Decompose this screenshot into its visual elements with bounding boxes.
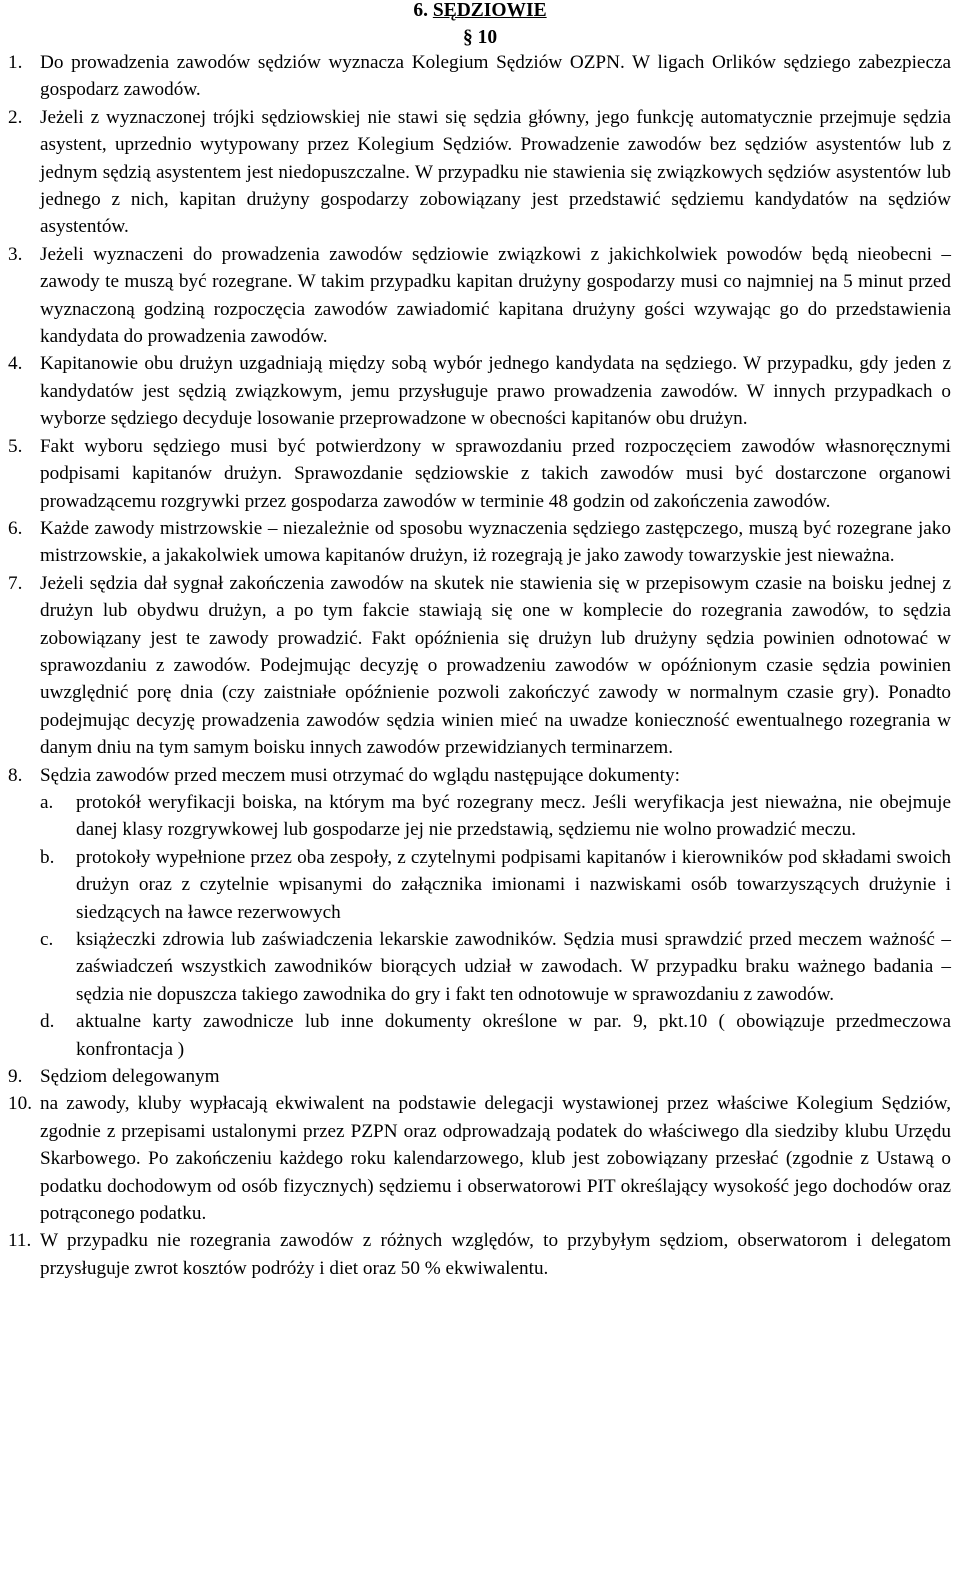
item-text: Każde zawody mistrzowskie – niezależnie od sposobu wyznaczenia sędziego zastępczego, muszą być rozegrane jako mistrzowskie, a jakakolwiek umowa kapitanów drużyn, iż rozegrają je jako zawody towarzyskie jest nieważna.: [40, 517, 951, 567]
item-number: 9.: [8, 1066, 23, 1088]
list-item-3: [0, 241, 951, 351]
item-text: W przypadku nie rozegrania zawodów z różnych względów, to przybyłym sędziom, obserwatorom i delegatom przysługuje zwrot kosztów podróży i diet oraz 50 % ekwiwalentu.: [40, 1230, 951, 1279]
item-text: Sędziom delegowanym: [40, 1066, 220, 1088]
item-number: 11.: [8, 1230, 32, 1252]
rules-list: [0, 49, 960, 1282]
paragraph-number: § 10: [462, 27, 498, 48]
item-number: 5.: [8, 435, 23, 457]
item-number: 7.: [8, 572, 23, 594]
sub-item-c: [0, 926, 951, 1008]
item-text: Jeżeli sędzia dał sygnał zakończenia zawodów na skutek nie stawienia się w przepisowym czasie na boisku jednej z drużyn lub obydwu drużyn, a po tym fakcie stawiają się one w komplecie do rozegrania zawodów, to sędzia zobowiązany jest te zawody prowadzić. Fakt opóźnienia się drużyn lub drużyny sędzia powinien odnotować w sprawozdaniu z zawodów. Podejmując decyzję o prowadzeniu zawodów w opóźnionym czasie sędzia powinien uwzględnić porę dnia (czy zaistniałe opóźnienie pozwoli zakończyć zawody w normalnym czasie gry). Ponadto podejmując decyzję prowadzenia zawodów sędzia winien mieć na uwadze konieczność ewentualnego rozegrania w danym dniu na tym samym boisku innych zawodów przewidzianych terminarzem.: [40, 572, 951, 759]
item-number: 4.: [8, 353, 23, 375]
item-number: 2.: [8, 106, 23, 128]
sub-item-text: protokół weryfikacji boiska, na którym ma być rozegrany mecz. Jeśli weryfikacja jest nieważna, nie obejmuje danej klasy rozgrywkowej lub gospodarze jej nie przedstawią, sędziemu nie wolno prowadzić meczu.: [76, 791, 951, 841]
list-item-1: [0, 49, 951, 104]
sub-item-d: [0, 1008, 951, 1063]
item-text: Jeżeli z wyznaczonej trójki sędziowskiej nie stawi się sędzia główny, jego funkcję automatycznie przejmuje sędzia asystent, uprzednio wytypowany przez Kolegium Sędziów. Prowadzenie zawodów bez sędziów asystentów lub z jednym sędzią asystentem jest niedopuszczalne. W przypadku nie stawienia się związkowych sędziów asystentów lub jednego z nich, kapitan drużyny gospodarzy zobowiązany jest przedstawić sędziemu kandydatów na sędziów asystentów.: [40, 106, 951, 238]
list-item-6: [0, 515, 951, 570]
sub-item-letter: a.: [40, 791, 54, 813]
item-number: 1.: [8, 52, 23, 73]
sub-item-text: aktualne karty zawodnicze lub inne dokumenty określone w par. 9, pkt.10 ( obowiązuje przedmeczowa konfrontacja ): [76, 1011, 951, 1060]
sub-item-letter: c.: [40, 929, 54, 950]
item-text: Jeżeli wyznaczeni do prowadzenia zawodów sędziowie związkowi z jakichkolwiek powodów będą nieobecni – zawody te muszą być rozegrane. W takim przypadku kapitan drużyny gospodarzy musi co najmniej na 5 minut przed wyznaczoną godziną rozpoczęcia zawodów zawiadomić kapitana drużyny gości wzywając go do przedstawienia kandydata do prowadzenia zawodów.: [40, 243, 951, 348]
section-title: SĘDZIOWIE: [432, 0, 547, 21]
item-text: Fakt wyboru sędziego musi być potwierdzony w sprawozdaniu przed rozpoczęciem zawodów własnoręcznymi podpisami kapitanów drużyn. Sprawozdanie sędziowskie z takich zawodów musi być dostarczone organowi prowadzącemu rozgrywki przez gospodarza zawodów w terminie 48 godzin od zakończenia zawodów.: [40, 435, 951, 512]
list-item-2: [0, 104, 951, 241]
item-number: 10.: [8, 1093, 32, 1115]
list-item-8: [0, 762, 951, 789]
list-item-10: [0, 1090, 951, 1227]
item-number: 3.: [8, 243, 23, 265]
sub-item-text: książeczki zdrowia lub zaświadczenia lekarskie zawodników. Sędzia musi sprawdzić przed meczem ważność – zaświadczeń wszystkich zawodników biorących udział w zawodach. W przypadku braku ważnego badania – sędzia nie dopuszcza takiego zawodnika do gry i fakt ten odnotowuje w sprawozdaniu z zawodów.: [76, 929, 951, 1005]
sub-item-letter: b.: [40, 846, 55, 868]
item-text: na zawody, kluby wypłacają ekwiwalent na podstawie delegacji wystawionej przez właściwe Kolegium Sędziów, zgodnie z przepisami ustalonymi przez PZPN oraz odprowadzają podatek do właściwego dla siedziby klubu Urzędu Skarbowego. Po zakończeniu każdego roku kalendarzowego, klub jest zobowiązany przesłać (zgodnie z Ustawą o podatku dochodowym od osób fizycznych) sędziemu i obserwatorowi PIT określający wysokość jego dochodów oraz potrąconego podatku.: [40, 1093, 951, 1225]
section-number: 6.: [413, 0, 433, 21]
item-number: 8.: [8, 764, 23, 786]
item-text: Do prowadzenia zawodów sędziów wyznacza Kolegium Sędziów OZPN. W ligach Orlików sędziego zabezpiecza gospodarz zawodów.: [40, 52, 951, 101]
list-item-9: [0, 1063, 951, 1090]
section-heading: [0, 0, 960, 23]
sub-item-letter: d.: [40, 1011, 55, 1033]
list-item-5: [0, 433, 951, 515]
sub-item-text: protokoły wypełnione przez oba zespoły, z czytelnymi podpisami kapitanów i kierowników pod składami swoich drużyn oraz z czytelnie wpisanymi do załącznika imionami i nazwiskami osób towarzyszących drużynie i siedzących na ławce rezerwowych: [76, 846, 951, 923]
item-number: 6.: [8, 517, 23, 539]
sub-item-b: [0, 844, 951, 926]
sub-item-a: [0, 789, 951, 844]
item-text: Kapitanowie obu drużyn uzgadniają między sobą wybór jednego kandydata na sędziego. W przypadku, gdy jeden z kandydatów jest sędzią związkowym, jemu przysługuje prawo prowadzenia zawodów. W innych przypadkach o wyborze sędziego decyduje losowanie przeprowadzone w obecności kapitanów obu drużyn.: [40, 353, 951, 430]
item-text: Sędzia zawodów przed meczem musi otrzymać do wglądu następujące dokumenty:: [40, 764, 680, 786]
list-item-7: [0, 570, 951, 762]
list-item-11: [0, 1227, 951, 1282]
list-item-4: [0, 350, 951, 432]
